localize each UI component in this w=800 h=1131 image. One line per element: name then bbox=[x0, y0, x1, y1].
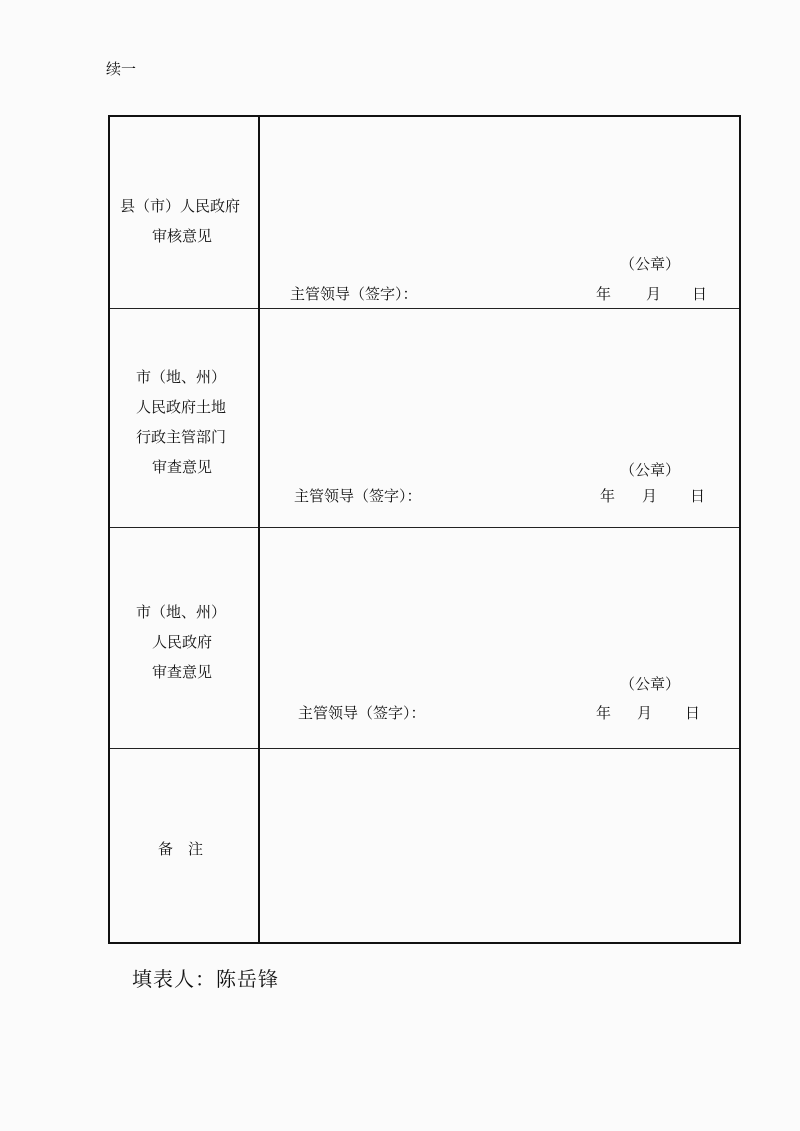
label-line: 县（市）人民政府 bbox=[120, 197, 241, 215]
county-review-label bbox=[110, 191, 258, 251]
signer-label: 主管领导（签字）： bbox=[298, 704, 426, 722]
remarks-label bbox=[110, 834, 258, 864]
filler-name: 陈岳锋 bbox=[216, 967, 279, 991]
filler-label: 填表人： bbox=[132, 967, 216, 991]
prefecture-government-review-row bbox=[110, 527, 739, 749]
label-line: 备 注 bbox=[158, 840, 204, 858]
official-seal-label: （公章） bbox=[620, 461, 681, 479]
date-month: 月 bbox=[637, 704, 653, 722]
prefecture-land-review-row bbox=[110, 308, 739, 528]
label-line: 人民政府 bbox=[152, 633, 213, 651]
column-divider bbox=[258, 308, 260, 527]
continued-label: 续一 bbox=[106, 60, 137, 78]
label-line: 市（地、州） bbox=[136, 603, 227, 621]
review-opinion-table bbox=[108, 115, 741, 944]
label-line: 审查意见 bbox=[152, 663, 213, 681]
label-line: 人民政府土地 bbox=[136, 398, 227, 416]
signer-label: 主管领导（签字）： bbox=[294, 487, 422, 505]
signer-label: 主管领导（签字）： bbox=[290, 285, 418, 303]
date-month: 月 bbox=[646, 285, 662, 303]
column-divider bbox=[258, 748, 260, 944]
prefecture-land-review-label bbox=[110, 362, 258, 482]
prefecture-government-review-label bbox=[110, 597, 258, 687]
date-day: 日 bbox=[690, 487, 706, 505]
remarks-row bbox=[110, 748, 739, 944]
date-year: 年 bbox=[596, 704, 612, 722]
date-year: 年 bbox=[600, 487, 616, 505]
column-divider bbox=[258, 527, 260, 748]
label-line: 市（地、州） bbox=[136, 368, 227, 386]
date-day: 日 bbox=[692, 285, 708, 303]
official-seal-label: （公章） bbox=[620, 675, 681, 693]
date-year: 年 bbox=[596, 285, 612, 303]
label-line: 审查意见 bbox=[152, 458, 213, 476]
label-line: 审核意见 bbox=[152, 227, 213, 245]
date-month: 月 bbox=[642, 487, 658, 505]
form-filler bbox=[132, 963, 279, 992]
label-line: 行政主管部门 bbox=[136, 428, 227, 446]
column-divider bbox=[258, 117, 260, 308]
official-seal-label: （公章） bbox=[620, 255, 681, 273]
date-day: 日 bbox=[685, 704, 701, 722]
county-review-row bbox=[110, 117, 739, 309]
